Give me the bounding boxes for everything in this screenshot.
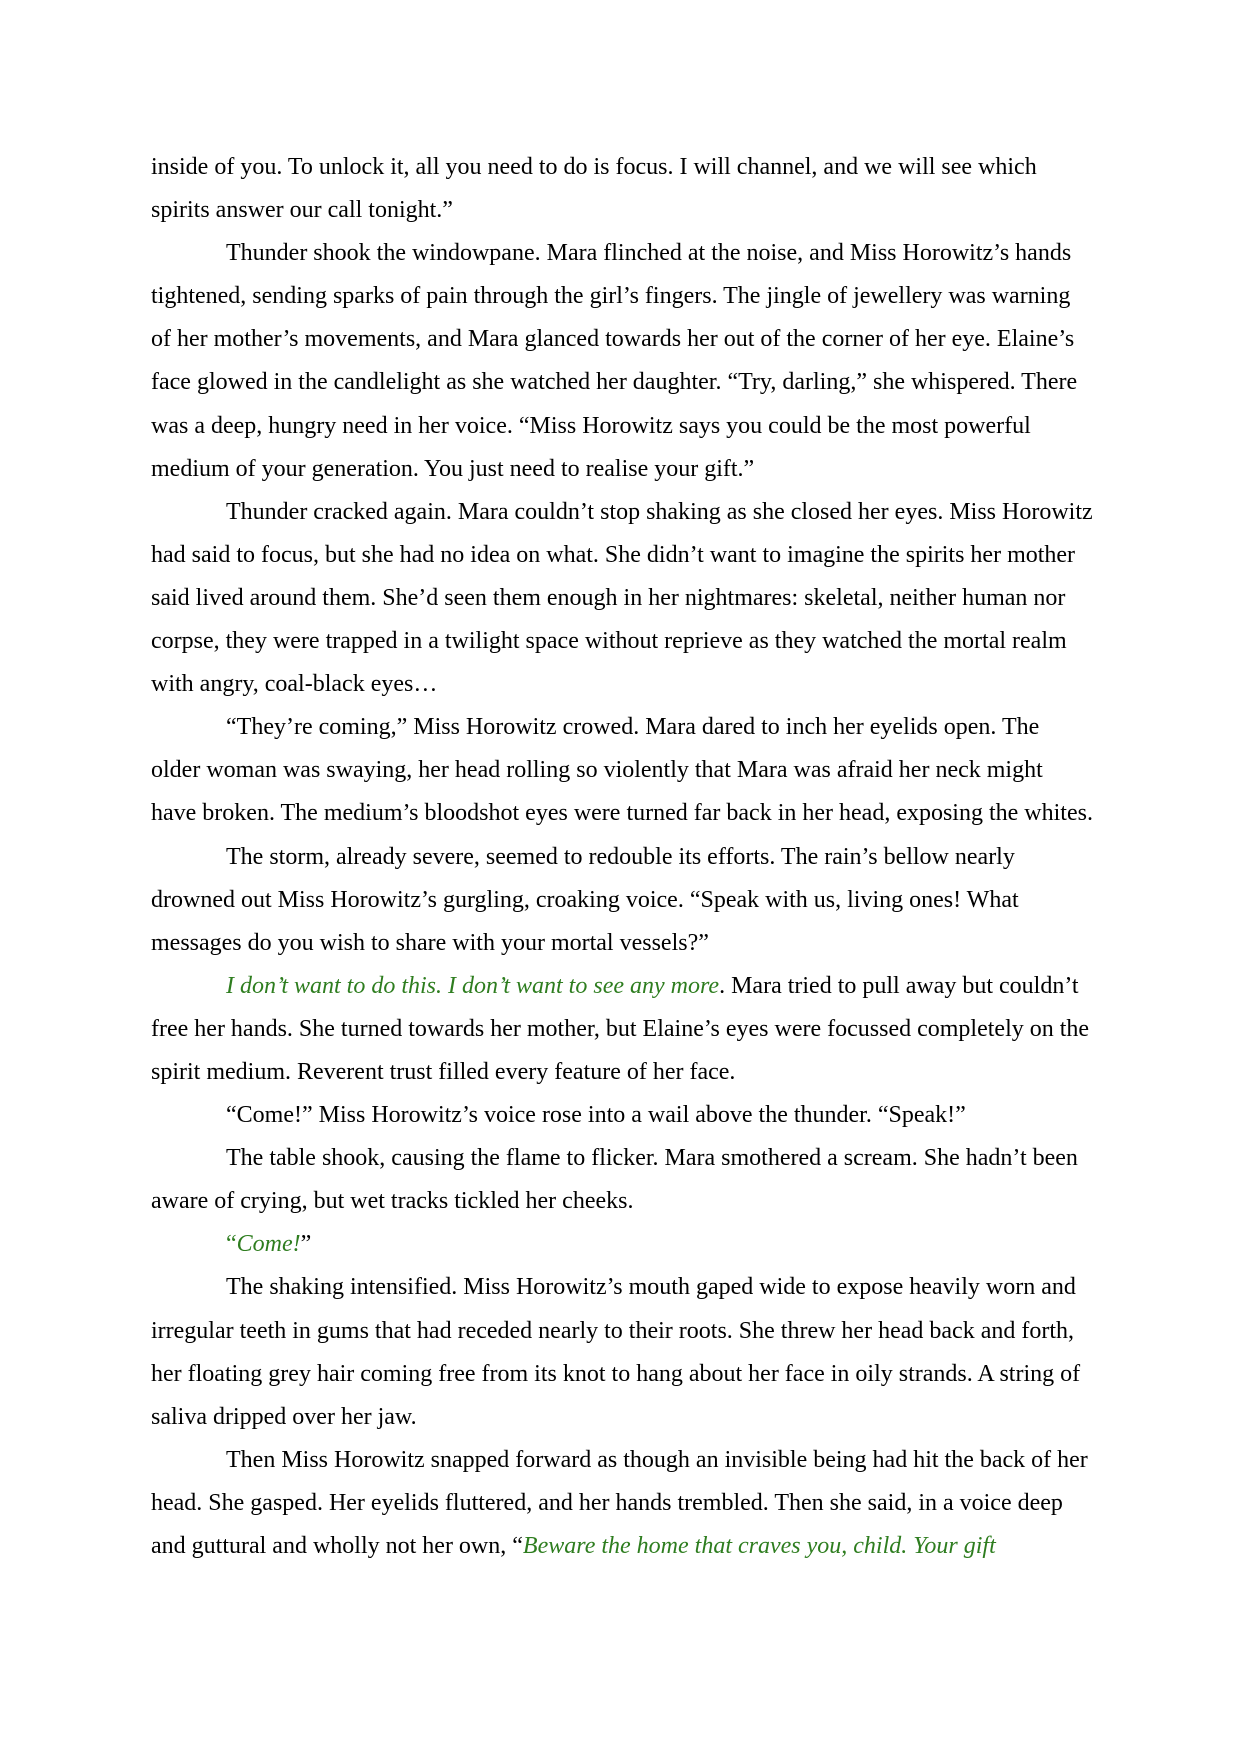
paragraph <box>151 836 1093 965</box>
paragraph-text: . Mara tried to pull away but couldn’t free her hands. She turned towards her mother, but Elaine’s eyes were focussed completely on the spirit medium. Reverent trust filled every feature of her face. <box>151 972 1090 1085</box>
paragraph <box>151 1266 1093 1438</box>
paragraph-text: inside of you. To unlock it, all you need to do is focus. I will channel, and we will see which spirits answer our call tonight.” <box>151 154 1037 224</box>
emphasis-text: Come! <box>236 1231 301 1258</box>
paragraph <box>151 706 1093 835</box>
paragraph-text: “They’re coming,” Miss Horowitz crowed. Mara dared to inch her eyelids open. The older woman was swaying, her head rolling so violently that Mara was afraid her neck might have broken. The medium’s bloodshot eyes were turned far back in her head, exposing the whites. <box>151 714 1093 827</box>
paragraph <box>151 965 1093 1094</box>
emphasis-text: “ <box>226 1231 237 1258</box>
paragraph-text: Thunder cracked again. Mara couldn’t stop shaking as she closed her eyes. Miss Horowitz had said to focus, but she had no idea on what. She didn’t want to imagine the spirits her mother said lived around them. She’d seen them enough in her nightmares: skeletal, neither human nor corpse, they were trapped in a twilight space without reprieve as they watched the mortal realm with angry, coal-black eyes… <box>151 498 1093 698</box>
paragraph <box>151 1223 1093 1266</box>
paragraph-text: The table shook, causing the flame to flicker. Mara smothered a scream. She hadn’t been aware of crying, but wet tracks tickled her cheeks. <box>151 1145 1078 1215</box>
paragraph <box>151 491 1093 706</box>
body-text <box>151 146 1093 1568</box>
paragraph <box>151 146 1093 232</box>
paragraph-text: The shaking intensified. Miss Horowitz’s mouth gaped wide to expose heavily worn and irregular teeth in gums that had receded nearly to their roots. She threw her head back and forth, her floating grey hair coming free from its knot to hang about her face in oily strands. A string of saliva dripped over her jaw. <box>151 1274 1081 1430</box>
paragraph-text: ” <box>300 1231 312 1258</box>
paragraph-text: “Come!” Miss Horowitz’s voice rose into a wail above the thunder. “Speak!” <box>226 1102 966 1129</box>
paragraph <box>151 232 1093 491</box>
paragraph <box>151 1439 1093 1568</box>
paragraph <box>151 1137 1093 1223</box>
paragraph-text: Thunder shook the windowpane. Mara flinched at the noise, and Miss Horowitz’s hands tightened, sending sparks of pain through the girl’s fingers. The jingle of jewellery was warning of her mother’s movements, and Mara glanced towards her out of the corner of her eye. Elaine’s face glowed in the candlelight as she watched her daughter. “Try, darling,” she whispered. There was a deep, hungry need in her voice. “Miss Horowitz says you could be the most powerful medium of your generation. You just need to realise your gift.” <box>151 240 1078 482</box>
emphasis-text: I don’t want to do this. I don’t want to see any more <box>226 972 720 999</box>
paragraph <box>151 1094 1093 1137</box>
paragraph-text: The storm, already severe, seemed to redouble its efforts. The rain’s bellow nearly drowned out Miss Horowitz’s gurgling, croaking voice. “Speak with us, living ones! What messages do you wish to share with your mortal vessels?” <box>151 843 1019 956</box>
emphasis-text: Beware the home that craves you, child. Your gift <box>522 1533 996 1559</box>
paragraph-text: Then Miss Horowitz snapped forward as though an invisible being had hit the back of her head. She gasped. Her eyelids fluttered, and her hands trembled. Then she said, in a voice deep and guttural and wholly not her own, “ <box>151 1446 1088 1559</box>
